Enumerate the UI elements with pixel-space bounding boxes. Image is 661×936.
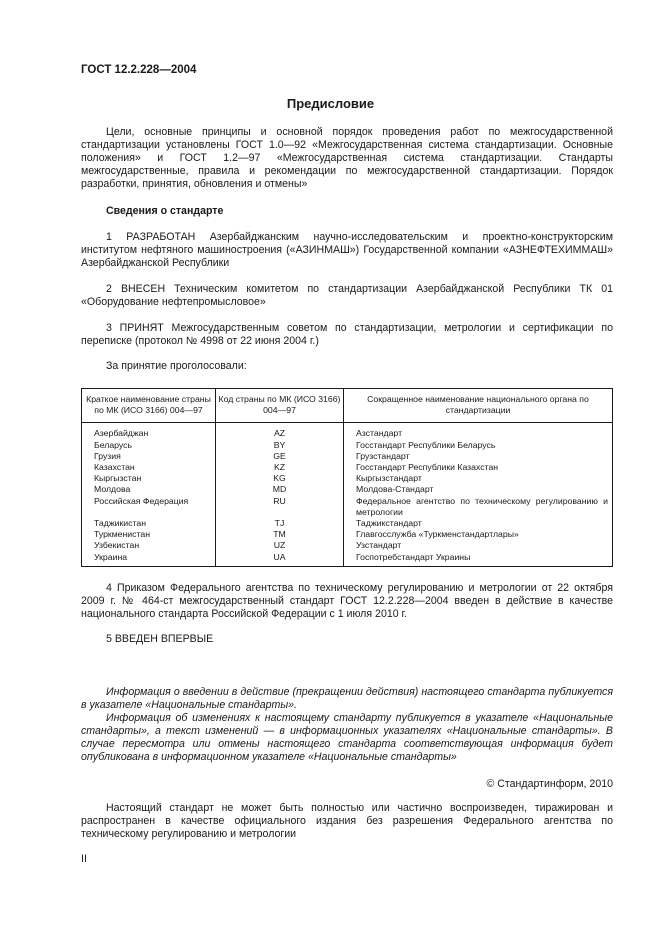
country-cell: Таджикистан (82, 518, 216, 529)
code-cell: KZ (216, 462, 344, 473)
voting-countries-table (81, 388, 613, 567)
country-cell: Азербайджан (82, 423, 216, 440)
column-header-country: Краткое наименование страны по МК (ИСО 3166) 004—97 (82, 389, 216, 423)
item-enacted: 4 Приказом Федерального агентства по техническому регулированию и метрологии от 22 октября 2009 г. № 464-ст межгосударственный стандарт ГОСТ 12.2.228—2004 введен в действие в качестве национального стандарта Российской Федерации с 1 июля 2010 г. (81, 582, 613, 620)
table-body (82, 423, 613, 566)
body-cell: Кыргызстандарт (344, 473, 613, 484)
table-row (82, 496, 613, 518)
table-row (82, 540, 613, 551)
country-cell: Украина (82, 552, 216, 567)
page-number: II (81, 853, 87, 865)
table-row (82, 473, 613, 484)
table-row (82, 423, 613, 440)
body-cell: Госстандарт Республики Казахстан (344, 462, 613, 473)
code-cell: TM (216, 529, 344, 540)
table-row (82, 552, 613, 567)
column-header-code: Код страны по МК (ИСО 3166) 004—97 (216, 389, 344, 423)
column-header-body: Сокращенное наименование национального органа по стандартизации (344, 389, 613, 423)
code-cell: GE (216, 451, 344, 462)
item-submitted: 2 ВНЕСЕН Техническим комитетом по стандартизации Азербайджанской Республики ТК 01 «Оборудование нефтепромысловое» (81, 283, 613, 308)
table-row (82, 529, 613, 540)
body-cell: Федеральное агентство по техническому регулированию и метрологии (344, 496, 613, 518)
code-cell: BY (216, 440, 344, 451)
table-row (82, 451, 613, 462)
item-adopted: 3 ПРИНЯТ Межгосударственным советом по стандартизации, метрологии и сертификации по переписке (протокол № 4998 от 22 июня 2004 г.) (81, 322, 613, 347)
country-cell: Туркменистан (82, 529, 216, 540)
code-cell: UZ (216, 540, 344, 551)
table-row (82, 440, 613, 451)
legal-notice: Настоящий стандарт не может быть полностью или частично воспроизведен, тиражирован и распространен в качестве официального издания без разрешения Федерального агентства по техническому регулированию и метрологии (81, 802, 613, 840)
body-cell: Госпотребстандарт Украины (344, 552, 613, 567)
info-notice-1: Информация о введении в действие (прекращении действия) настоящего стандарта публикуется в указателе «Национальные стандарты». (81, 686, 613, 711)
table-row (82, 518, 613, 529)
country-cell: Узбекистан (82, 540, 216, 551)
copyright-line: © Стандартинформ, 2010 (486, 778, 613, 790)
body-cell: Главгосслужба «Туркменстандартлары» (344, 529, 613, 540)
item-first-introduced: 5 ВВЕДЕН ВПЕРВЫЕ (106, 633, 214, 645)
country-cell: Беларусь (82, 440, 216, 451)
country-cell: Казахстан (82, 462, 216, 473)
body-cell: Госстандарт Республики Беларусь (344, 440, 613, 451)
country-cell: Кыргызстан (82, 473, 216, 484)
vote-intro: За принятие проголосовали: (106, 360, 247, 372)
code-cell: KG (216, 473, 344, 484)
body-cell: Таджикстандарт (344, 518, 613, 529)
code-cell: AZ (216, 423, 344, 440)
code-cell: RU (216, 496, 344, 518)
country-cell: Грузия (82, 451, 216, 462)
table-header-row (82, 389, 613, 423)
item-developed: 1 РАЗРАБОТАН Азербайджанским научно-исследовательским и проектно-конструкторским институтом нефтяного машиностроения («АЗИНМАШ») Государственной компании «АЗНЕФТЕХИММАШ» Азербайджанской Республики (81, 231, 613, 269)
body-cell: Молдова-Стандарт (344, 484, 613, 495)
body-cell: Азстандарт (344, 423, 613, 440)
country-cell: Российская Федерация (82, 496, 216, 518)
info-notice-2: Информация об изменениях к настоящему стандарту публикуется в указателе «Национальные стандарты», а текст изменений — в информационных указателях «Национальные стандарты». В случае пересмотра или отмены настоящего стандарта соответствующая информация будет опубликована в информационном указателе «Национальные стандарты» (81, 712, 613, 763)
standard-info-heading: Сведения о стандарте (106, 205, 224, 217)
country-cell: Молдова (82, 484, 216, 495)
code-cell: MD (216, 484, 344, 495)
intro-paragraph: Цели, основные принципы и основной порядок проведения работ по межгосударственной стандартизации установлены ГОСТ 1.0—92 «Межгосударственная система стандартизации. Основные положения» и ГОСТ 1.2—97 «Межгосударственная система стандартизации. Стандарты межгосударственные, правила и рекомендации по межгосударственной стандартизации. Порядок разработки, принятия, обновления и отмены» (81, 126, 613, 190)
table-row (82, 462, 613, 473)
code-cell: TJ (216, 518, 344, 529)
table-row (82, 484, 613, 495)
body-cell: Узстандарт (344, 540, 613, 551)
body-cell: Грузстандарт (344, 451, 613, 462)
standard-code-header: ГОСТ 12.2.228—2004 (81, 64, 197, 76)
page-title: Предисловие (286, 96, 375, 111)
code-cell: UA (216, 552, 344, 567)
